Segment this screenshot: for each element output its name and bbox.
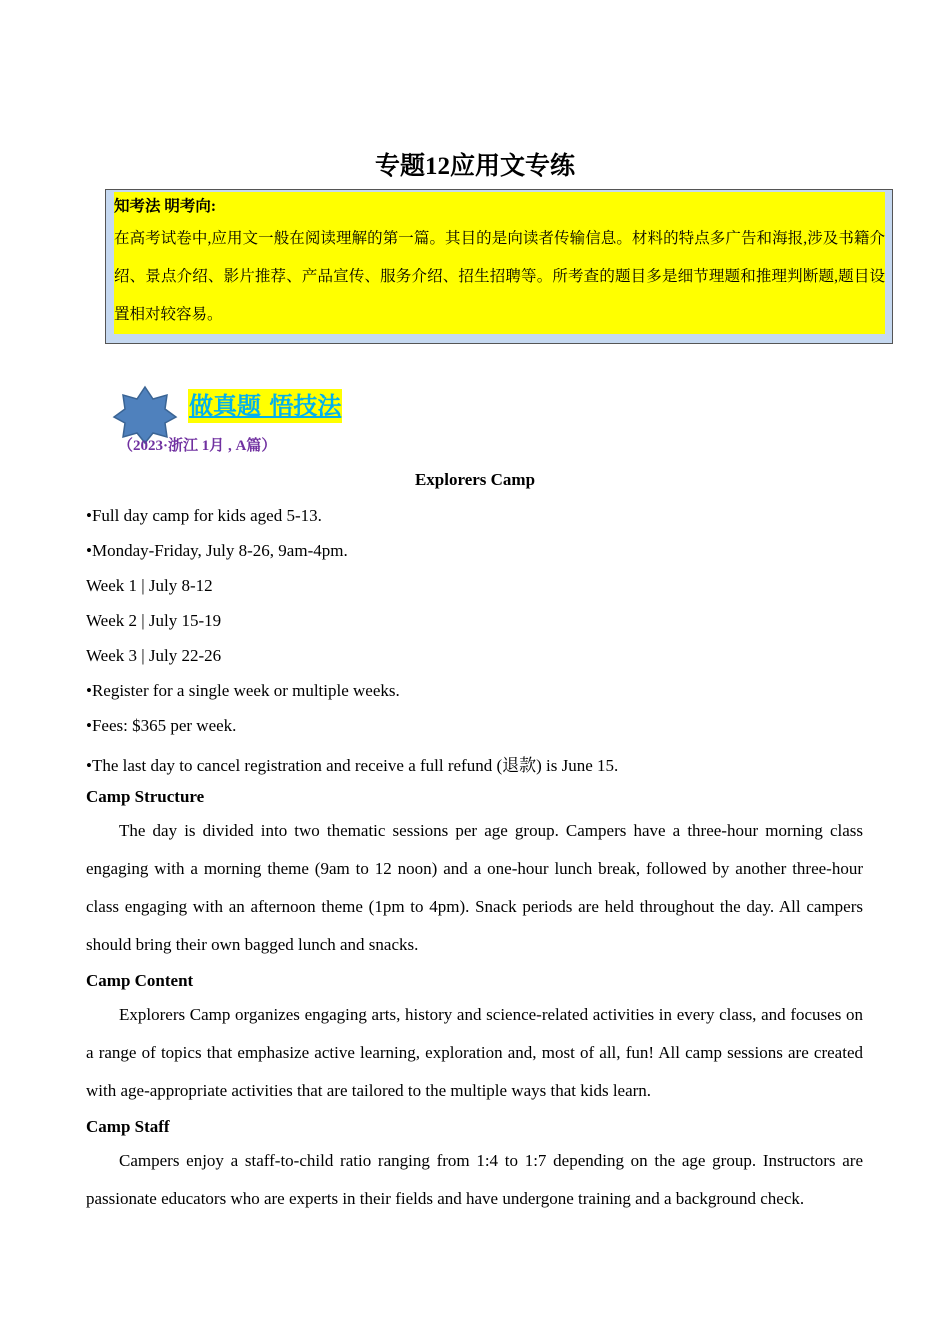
section-heading: 做真题 悟技法 [188, 389, 342, 423]
staff-heading: Camp Staff [86, 1117, 170, 1136]
exam-tip-box [105, 189, 893, 344]
content-heading: Camp Content [86, 971, 194, 990]
passage-line: Week 1 | July 8-12 [86, 576, 213, 595]
content-paragraph: Explorers Camp organizes engaging arts, history and science-related activities in every class, and focuses on a range of topics that emphasize active learning, exploration and, most of all, fun! All camp sessions are created with age-appropriate activities that are tailored to the multiple ways that kids learn. [86, 1005, 863, 1100]
exam-tip-heading: 知考法 明考向: [114, 198, 217, 215]
passage-line: Week 3 | July 22-26 [86, 646, 222, 665]
exam-tip-body: 在高考试卷中,应用文一般在阅读理解的第一篇。其目的是向读者传输信息。材料的特点多广告和海报,涉及书籍介绍、景点介绍、影片推荐、产品宣传、服务介绍、招生招聘等。所考查的题目多是细节理题和推理判断题,题目设置相对较容易。 [114, 230, 885, 323]
structure-paragraph: The day is divided into two thematic sessions per age group. Campers have a three-hour morning class engaging with a morning theme (9am to 12 noon) and a one-hour lunch break, followed by another three-hour class engaging with an afternoon theme (1pm to 4pm). Snack periods are held throughout the day. All campers should bring their own bagged lunch and snacks. [86, 821, 863, 954]
document-title: 专题12应用文专练 [374, 153, 575, 180]
staff-paragraph: Campers enjoy a staff-to-child ratio ranging from 1:4 to 1:7 depending on the age group. Instructors are passionate educators who are experts in their fields and have undergone training and a background check. [86, 1151, 863, 1208]
passage-title: Explorers Camp [414, 470, 536, 489]
passage-line: •Register for a single week or multiple weeks. [86, 681, 400, 700]
passage-line: •Fees: $365 per week. [86, 716, 237, 735]
source-label: （2023·浙江 1月 , A篇） [118, 438, 277, 454]
exam-tip-highlight [114, 192, 885, 334]
passage-line: •Full day camp for kids aged 5-13. [86, 506, 322, 525]
passage-line: •The last day to cancel registration and receive a full refund (退款) is June 15. [86, 756, 619, 775]
passage-line: •Monday-Friday, July 8-26, 9am-4pm. [86, 541, 348, 560]
structure-heading: Camp Structure [86, 787, 205, 806]
passage-line: Week 2 | July 15-19 [86, 611, 222, 630]
